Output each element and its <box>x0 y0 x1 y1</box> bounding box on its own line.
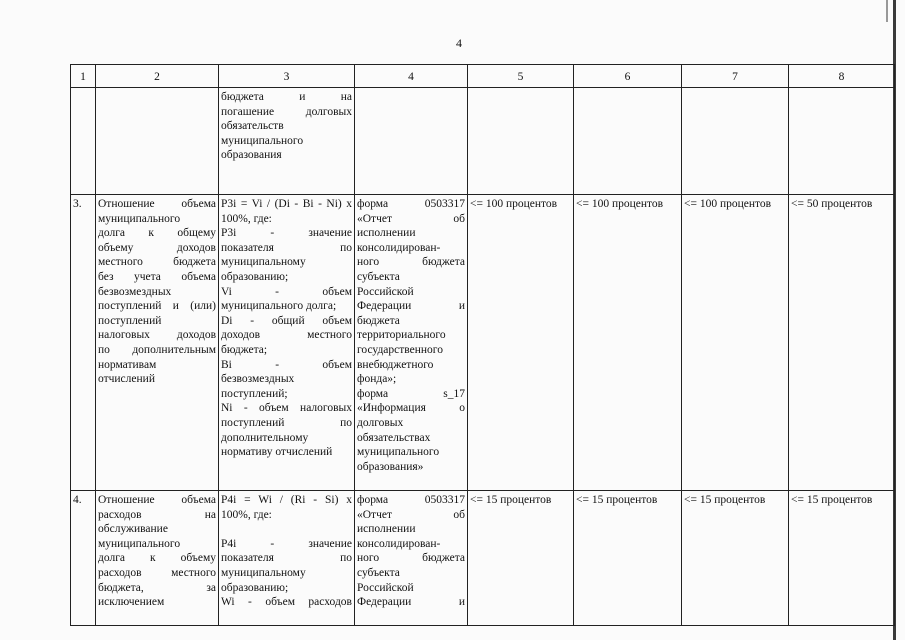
cell-line: налоговых доходов <box>98 329 216 342</box>
cell-line: нормативам <box>98 358 157 371</box>
column-header: 1 <box>71 65 96 88</box>
cell-line: муниципальному <box>221 256 306 269</box>
cell-line: обслуживание <box>98 523 168 536</box>
formula-cell <box>219 195 355 491</box>
column-header: 2 <box>96 65 219 88</box>
column-header: 8 <box>789 65 895 88</box>
cell-line: Отношение объема <box>98 494 216 506</box>
source-cell <box>355 491 468 626</box>
cell-line: ного бюджета <box>357 552 465 565</box>
cell-line: территориального <box>357 329 446 342</box>
cell-line: Отношение объема <box>98 198 216 210</box>
threshold-cell: <= 50 процентов <box>789 195 895 491</box>
continued-row <box>71 88 895 195</box>
cell-line: безвозмездных <box>221 373 295 386</box>
cell-line: муниципального <box>98 212 181 225</box>
threshold-cell: <= 15 процентов <box>574 491 682 626</box>
cell-line: форма 0503317 <box>357 494 465 506</box>
source-cell <box>355 195 468 491</box>
cell-line: форма s_17 <box>357 387 465 400</box>
cell-line: образования <box>221 149 282 162</box>
cell-line: расходов местного <box>98 566 216 579</box>
threshold-cell: <= 100 процентов <box>574 195 682 491</box>
cell-line: образованию; <box>221 581 289 594</box>
cell-line: Российской <box>357 285 414 298</box>
table-row <box>71 195 895 491</box>
cell-line: муниципального <box>98 537 181 550</box>
cell-line: местного бюджета <box>98 256 216 269</box>
column-header: 7 <box>682 65 789 88</box>
indicator-name-cell <box>96 195 219 491</box>
table-row <box>71 491 895 626</box>
cell-line: расходов на <box>98 508 216 521</box>
cell-line: исполнении <box>357 523 416 536</box>
cell-line: исключением <box>98 596 165 609</box>
cell-line: Bi - объем <box>221 358 352 371</box>
cell-line: бюджета <box>357 314 400 327</box>
cell-line: консолидирован- <box>357 241 441 254</box>
cell-line: отчислений <box>98 373 155 386</box>
cell-line: муниципального долга; <box>221 300 337 313</box>
cell-line: объему доходов <box>98 241 216 254</box>
cell-line: внебюджетного <box>357 358 434 371</box>
cell-line: бюджета; <box>221 343 268 356</box>
row-number: 3. <box>71 195 96 491</box>
cell-line <box>221 522 352 537</box>
cell-line: показателя по <box>221 552 352 565</box>
column-header: 3 <box>219 65 355 88</box>
cell-line: P4i = Wi / (Ri - Si) x <box>221 494 352 506</box>
formula-cell <box>219 491 355 626</box>
cell-line: P4i - значение <box>221 537 352 550</box>
cell-line: бюджета и на <box>221 91 352 103</box>
cell-line: поступлений и (или) <box>98 300 216 313</box>
threshold-cell: <= 15 процентов <box>468 491 574 626</box>
cell-line: поступлений <box>98 314 162 327</box>
column-header: 4 <box>355 65 468 88</box>
cell-line: долга к общему <box>98 227 216 240</box>
column-header: 6 <box>574 65 682 88</box>
cell-line: доходов местного <box>221 329 352 342</box>
cell-line: Федерации и <box>357 596 465 609</box>
cell-line: консолидирован- <box>357 537 441 550</box>
cell-line: бюджета, за <box>98 581 216 594</box>
cell-line: «Отчет об <box>357 212 465 225</box>
cell-line: долга к объему <box>98 552 216 565</box>
cell-line: 100%, где: <box>221 508 272 521</box>
threshold-cell: <= 15 процентов <box>682 491 789 626</box>
cell-line: «Отчет об <box>357 508 465 521</box>
header-row <box>71 65 895 88</box>
cell-line: Ni - объем налоговых <box>221 402 352 415</box>
scan-mark <box>886 0 888 22</box>
cell-line: P3i - значение <box>221 227 352 240</box>
cell-line: субъекта <box>357 270 400 283</box>
cell-line: обязательствах <box>357 431 431 444</box>
cell-line: обязательств <box>221 120 284 133</box>
cell-line: погашение долговых <box>221 105 352 118</box>
cell-line: поступлений; <box>221 387 288 400</box>
cell-line: поступлений по <box>221 416 352 429</box>
cell-line: по дополнительным <box>98 343 216 356</box>
formula-cell <box>219 88 355 195</box>
indicator-name-cell <box>96 491 219 626</box>
indicator-table <box>70 64 895 626</box>
cell-line: Vi - объем <box>221 285 352 298</box>
cell-line: муниципального <box>357 446 440 459</box>
threshold-cell: <= 100 процентов <box>682 195 789 491</box>
row-number: 4. <box>71 491 96 626</box>
cell-line: 100%, где: <box>221 212 272 225</box>
cell-line: показателя по <box>221 241 352 254</box>
page-number: 4 <box>456 36 462 50</box>
cell-line: образования» <box>357 460 424 473</box>
cell-line: безвозмездных <box>98 285 172 298</box>
cell-line: фонда»; <box>357 373 397 386</box>
cell-line: форма 0503317 <box>357 198 465 210</box>
cell-line: муниципального <box>221 134 304 147</box>
threshold-cell: <= 15 процентов <box>789 491 895 626</box>
cell-line: долговых <box>357 416 404 429</box>
cell-line: муниципальному <box>221 566 306 579</box>
cell-line: «Информация о <box>357 402 465 415</box>
cell-line: Российской <box>357 581 414 594</box>
cell-line: без учета объема <box>98 270 216 283</box>
threshold-cell: <= 100 процентов <box>468 195 574 491</box>
cell-line: Федерации и <box>357 300 465 313</box>
cell-line: Di - общий объем <box>221 314 352 327</box>
cell-line: субъекта <box>357 566 400 579</box>
cell-line: нормативу отчислений <box>221 446 333 459</box>
cell-line: государственного <box>357 343 443 356</box>
cell-line: образованию; <box>221 270 289 283</box>
cell-line: дополнительному <box>221 431 309 444</box>
column-header: 5 <box>468 65 574 88</box>
cell-line: Wi - объем расходов <box>221 596 352 609</box>
cell-line: P3i = Vi / (Di - Bi - Ni) x <box>221 198 352 210</box>
cell-line: исполнении <box>357 227 416 240</box>
cell-line: ного бюджета <box>357 256 465 269</box>
